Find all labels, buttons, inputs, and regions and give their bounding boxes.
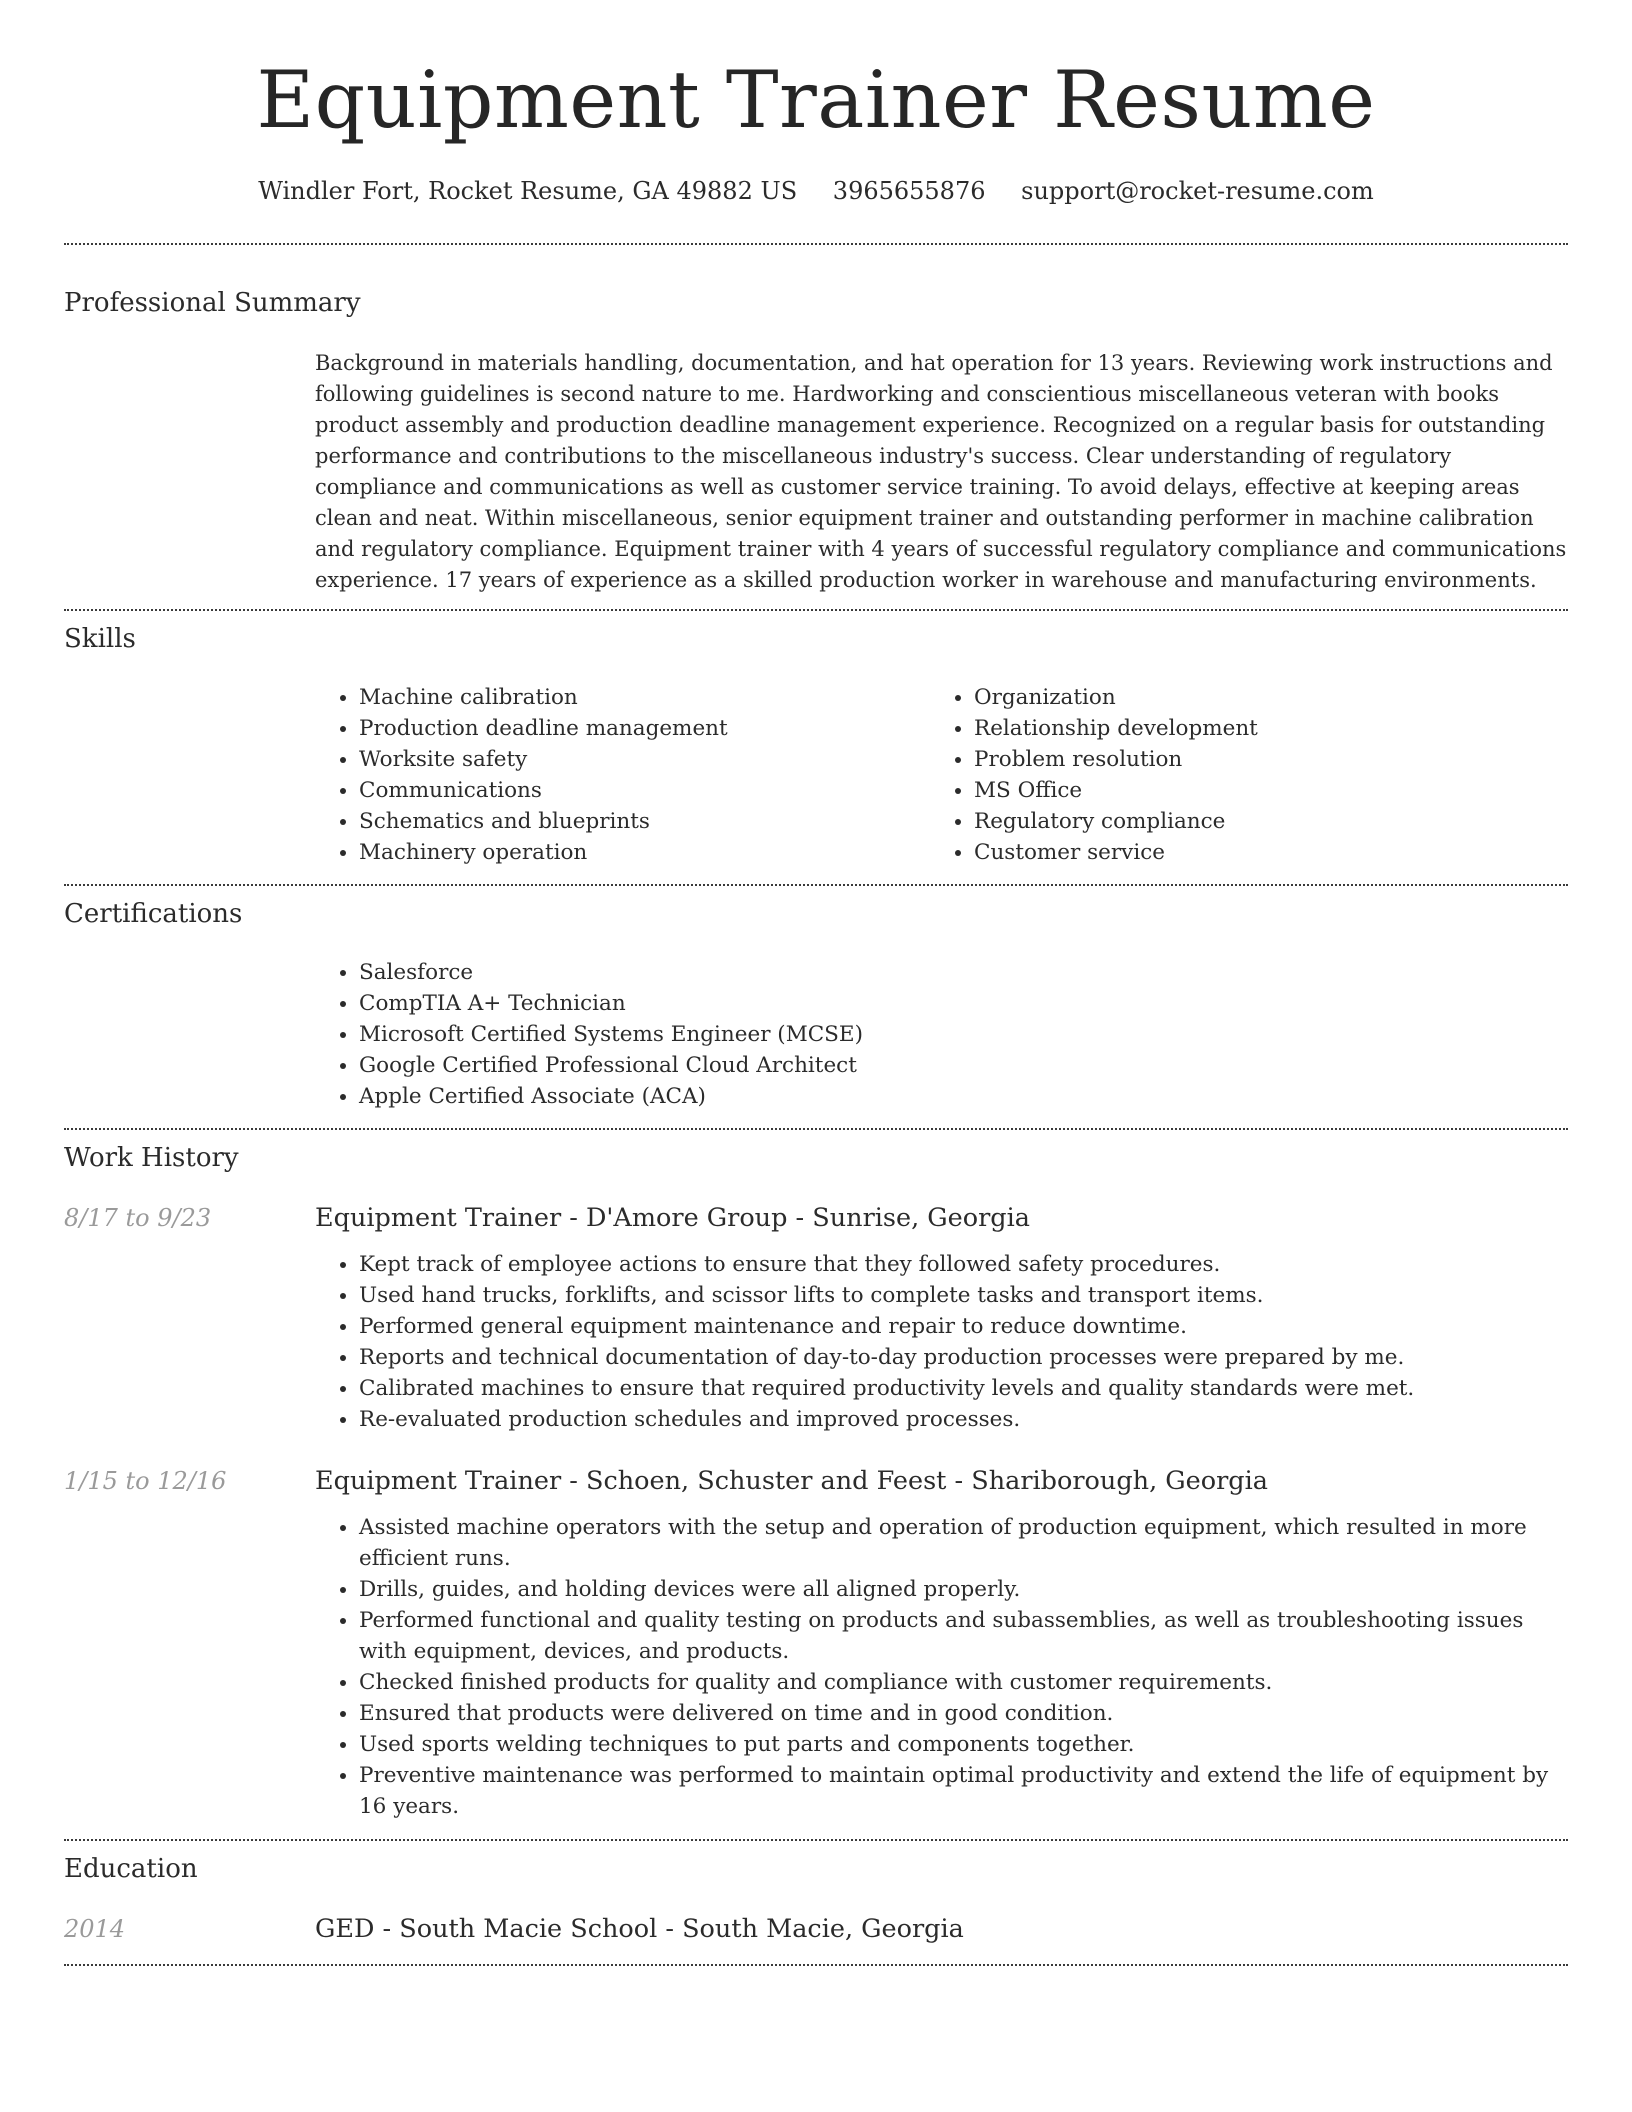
job-bullets [315,1512,1568,1822]
job-entry [64,1201,1568,1235]
skills-list-left [315,682,930,868]
skill-item: • Machine calibration [359,682,930,713]
contact-line [64,174,1568,208]
skills-heading: Skills [64,624,136,654]
skill-item: • Customer service [974,837,1545,868]
job-bullet: • Drills, guides, and holding devices were all aligned properly. [359,1574,1568,1605]
job-bullet: • Performed functional and quality testing on products and subassemblies, as well as troubleshooting issues with equipment, devices, and products. [359,1605,1568,1667]
contact-address: Windler Fort, Rocket Resume, GA 49882 US [258,177,798,205]
job-bullet-list [315,1249,1568,1435]
skill-item: • MS Office [974,775,1545,806]
section-divider [64,884,1568,886]
skills-grid [315,682,1568,868]
job-bullet: • Used sports welding techniques to put parts and components together. [359,1729,1568,1760]
job-bullet: • Checked finished products for quality and compliance with customer requirements. [359,1667,1568,1698]
job-bullet: • Performed general equipment maintenance and repair to reduce downtime. [359,1311,1568,1342]
skills-column-left [315,682,930,868]
certifications-block [315,957,1568,1112]
certification-item: • Salesforce [359,957,1568,988]
skill-item: • Regulatory compliance [974,806,1545,837]
job-bullet: • Used hand trucks, forklifts, and scissor lifts to complete tasks and transport items. [359,1280,1568,1311]
job-bullet: • Ensured that products were delivered on time and in good condition. [359,1698,1568,1729]
skill-item: • Machinery operation [359,837,930,868]
skill-item: • Relationship development [974,713,1545,744]
job-bullet: • Assisted machine operators with the setup and operation of production equipment, which resulted in more efficient runs. [359,1512,1568,1574]
certification-item: • Apple Certified Associate (ACA) [359,1081,1568,1112]
certifications-heading: Certifications [64,899,243,929]
job-bullets [315,1249,1568,1435]
education-title: GED - South Macie School - South Macie, Georgia [315,1914,964,1944]
resume-title: Equipment Trainer Resume [256,54,1376,146]
section-divider [64,1839,1568,1841]
job-title: Equipment Trainer - D'Amore Group - Sunrise, Georgia [315,1203,1030,1233]
certification-item: • CompTIA A+ Technician [359,988,1568,1019]
skill-item: • Communications [359,775,930,806]
section-divider [64,1964,1568,1966]
certifications-list [315,957,1568,1112]
work-history-heading: Work History [64,1143,239,1173]
skill-item: • Schematics and blueprints [359,806,930,837]
education-entry [64,1912,1568,1946]
job-bullet: • Preventive maintenance was performed to maintain optimal productivity and extend the life of equipment by 16 years. [359,1760,1568,1822]
contact-email: support@rocket-resume.com [1021,177,1374,205]
education-year: 2014 [64,1915,126,1943]
certification-item: • Google Certified Professional Cloud Architect [359,1050,1568,1081]
job-title: Equipment Trainer - Schoen, Schuster and Feest - Shariborough, Georgia [315,1466,1268,1496]
job-dates: 8/17 to 9/23 [64,1204,212,1232]
job-bullet: • Kept track of employee actions to ensure that they followed safety procedures. [359,1249,1568,1280]
education-heading: Education [64,1854,198,1884]
skill-item: • Production deadline management [359,713,930,744]
job-entry [64,1464,1568,1498]
skill-item: • Problem resolution [974,744,1545,775]
section-divider [64,609,1568,611]
job-dates: 1/15 to 12/16 [64,1467,227,1495]
section-divider [64,1128,1568,1130]
summary-heading: Professional Summary [64,288,361,318]
skill-item: • Worksite safety [359,744,930,775]
skills-list-right [930,682,1545,868]
job-bullet: • Re-evaluated production schedules and improved processes. [359,1404,1568,1435]
summary-text: Background in materials handling, documentation, and hat operation for 13 years. Reviewing work instructions and following guidelines is second nature to me. Hardworking and conscientious miscellaneous veteran with books product assembly and production deadline management experience. Recognized on a regular basis for outstanding performance and contributions to the miscellaneous industry's success. Clear understanding of regulatory compliance and communications as well as customer service training. To avoid delays, effective at keeping areas clean and neat. Within miscellaneous, senior equipment trainer and outstanding performer in machine calibration and regulatory compliance. Equipment trainer with 4 years of successful regulatory compliance and communications experience. 17 years of experience as a skilled production worker in warehouse and manufacturing environments. [315,351,1567,592]
skills-column-right [930,682,1545,868]
certification-item: • Microsoft Certified Systems Engineer (MCSE) [359,1019,1568,1050]
skill-item: • Organization [974,682,1545,713]
job-bullet-list [315,1512,1568,1822]
section-divider [64,243,1568,245]
job-bullet: • Reports and technical documentation of day-to-day production processes were prepared by me. [359,1342,1568,1373]
job-bullet: • Calibrated machines to ensure that required productivity levels and quality standards were met. [359,1373,1568,1404]
contact-phone: 3965655876 [832,177,986,205]
